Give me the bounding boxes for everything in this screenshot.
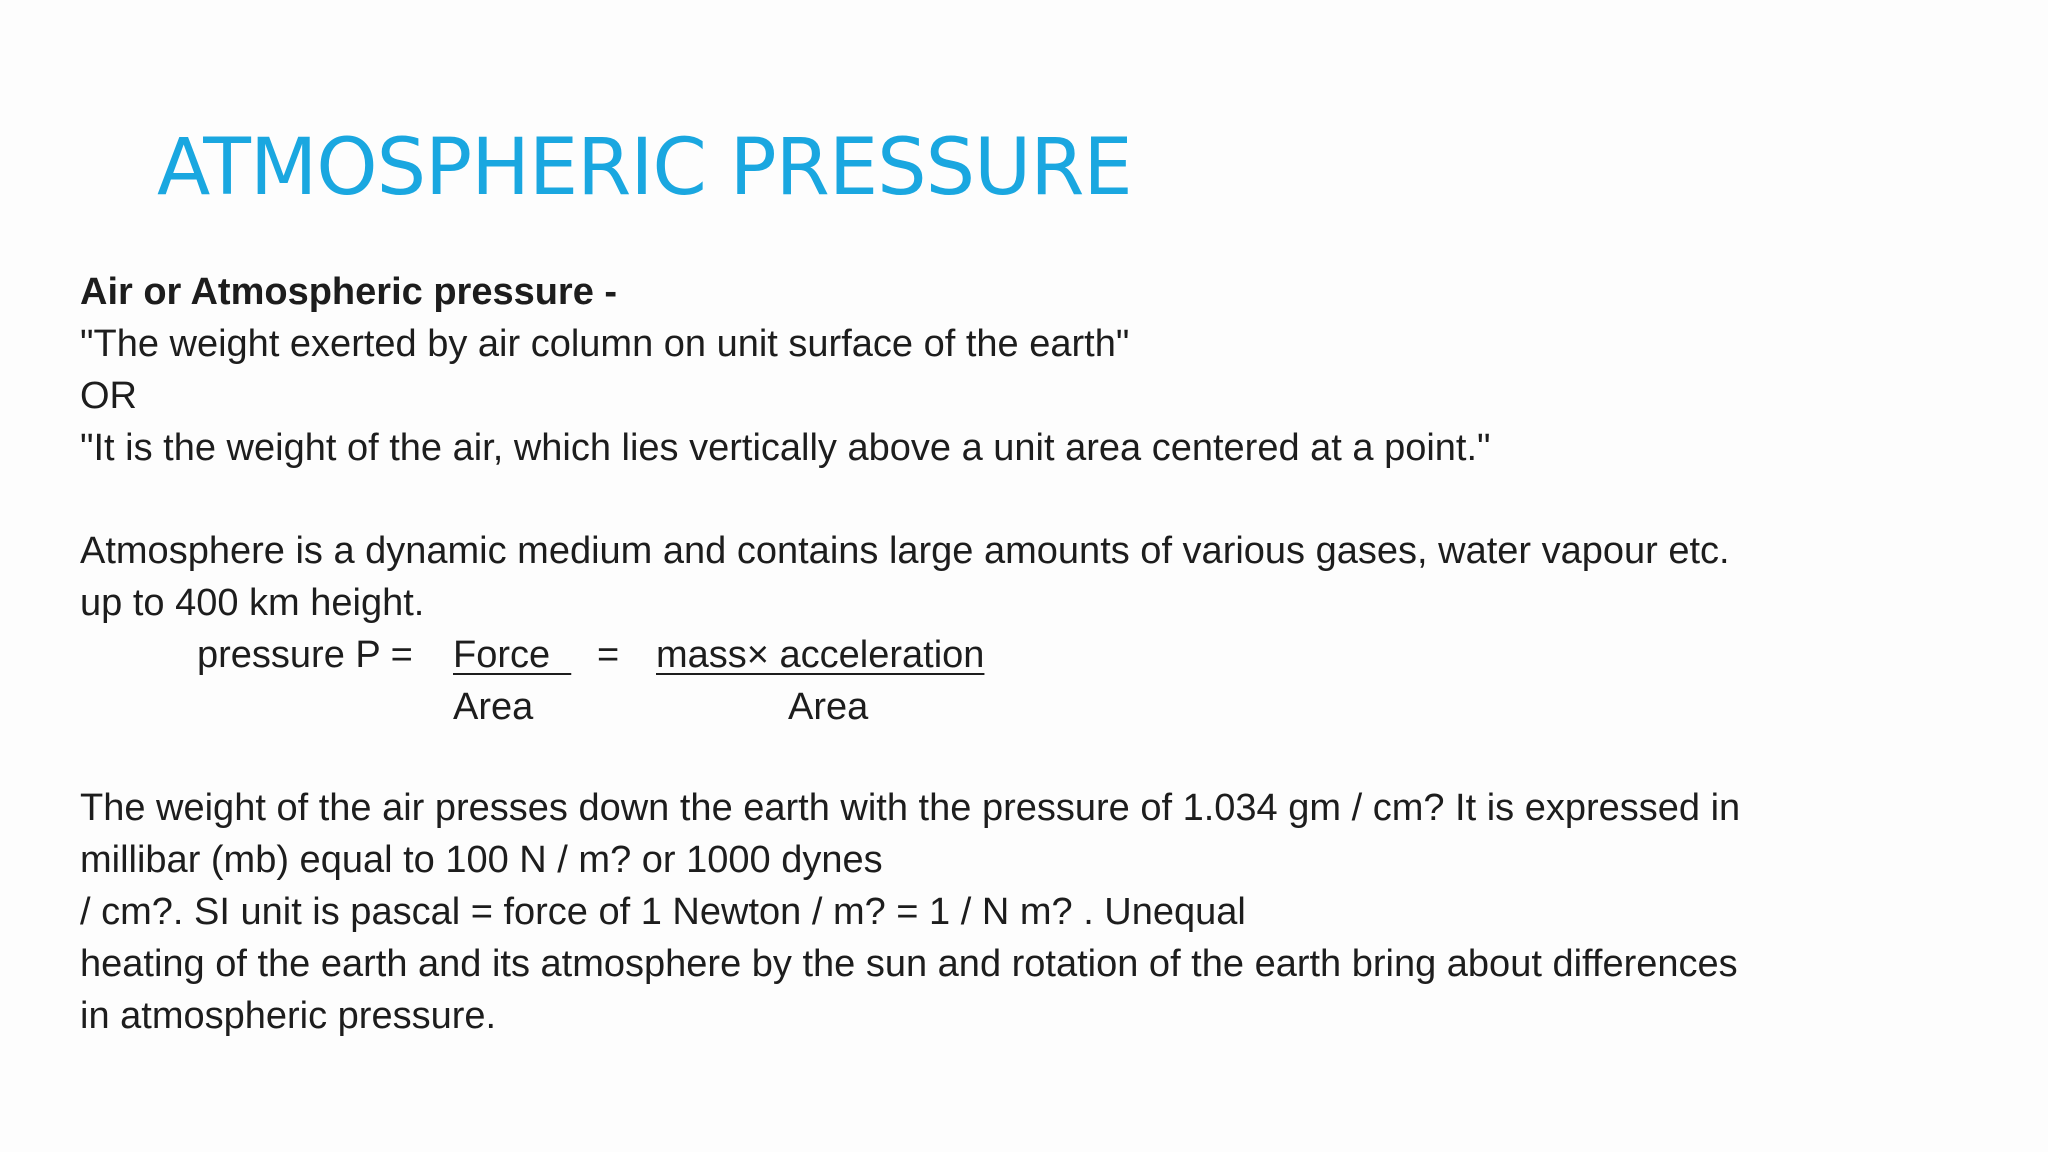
atmosphere-line-1: Atmosphere is a dynamic medium and contains large amounts of various gases, water vapour etc. <box>80 530 1730 572</box>
atmosphere-line-2: up to 400 km height. <box>80 582 425 624</box>
weight-line-2: millibar (mb) equal to 100 N / m? or 1000 dynes <box>80 839 883 881</box>
weight-line-4: heating of the earth and its atmosphere by the sun and rotation of the earth bring about differences <box>80 943 1738 985</box>
formula-numerator-force: Force <box>453 634 572 676</box>
formula-denominator-area-2: Area <box>788 686 869 728</box>
weight-line-5: in atmospheric pressure. <box>80 995 497 1037</box>
slide-title: ATMOSPHERIC PRESSURE <box>157 123 1132 213</box>
definition-quote-1: "The weight exerted by air column on unit surface of the earth" <box>80 323 1130 365</box>
definition-heading: Air or Atmospheric pressure - <box>80 271 618 313</box>
weight-line-1: The weight of the air presses down the earth with the pressure of 1.034 gm / cm? It is expressed in <box>80 787 1741 829</box>
formula-numerator-mass-acceleration: mass× acceleration <box>656 634 985 676</box>
formula-denominator-area-1: Area <box>453 686 534 728</box>
definition-quote-2: "It is the weight of the air, which lies vertically above a unit area centered at a point." <box>80 427 1491 469</box>
definition-or: OR <box>80 375 137 417</box>
formula-equals: = <box>597 634 620 676</box>
weight-line-3: / cm?. SI unit is pascal = force of 1 Newton / m? = 1 / N m? . Unequal <box>80 891 1246 933</box>
formula-prefix: pressure P = <box>197 634 413 676</box>
